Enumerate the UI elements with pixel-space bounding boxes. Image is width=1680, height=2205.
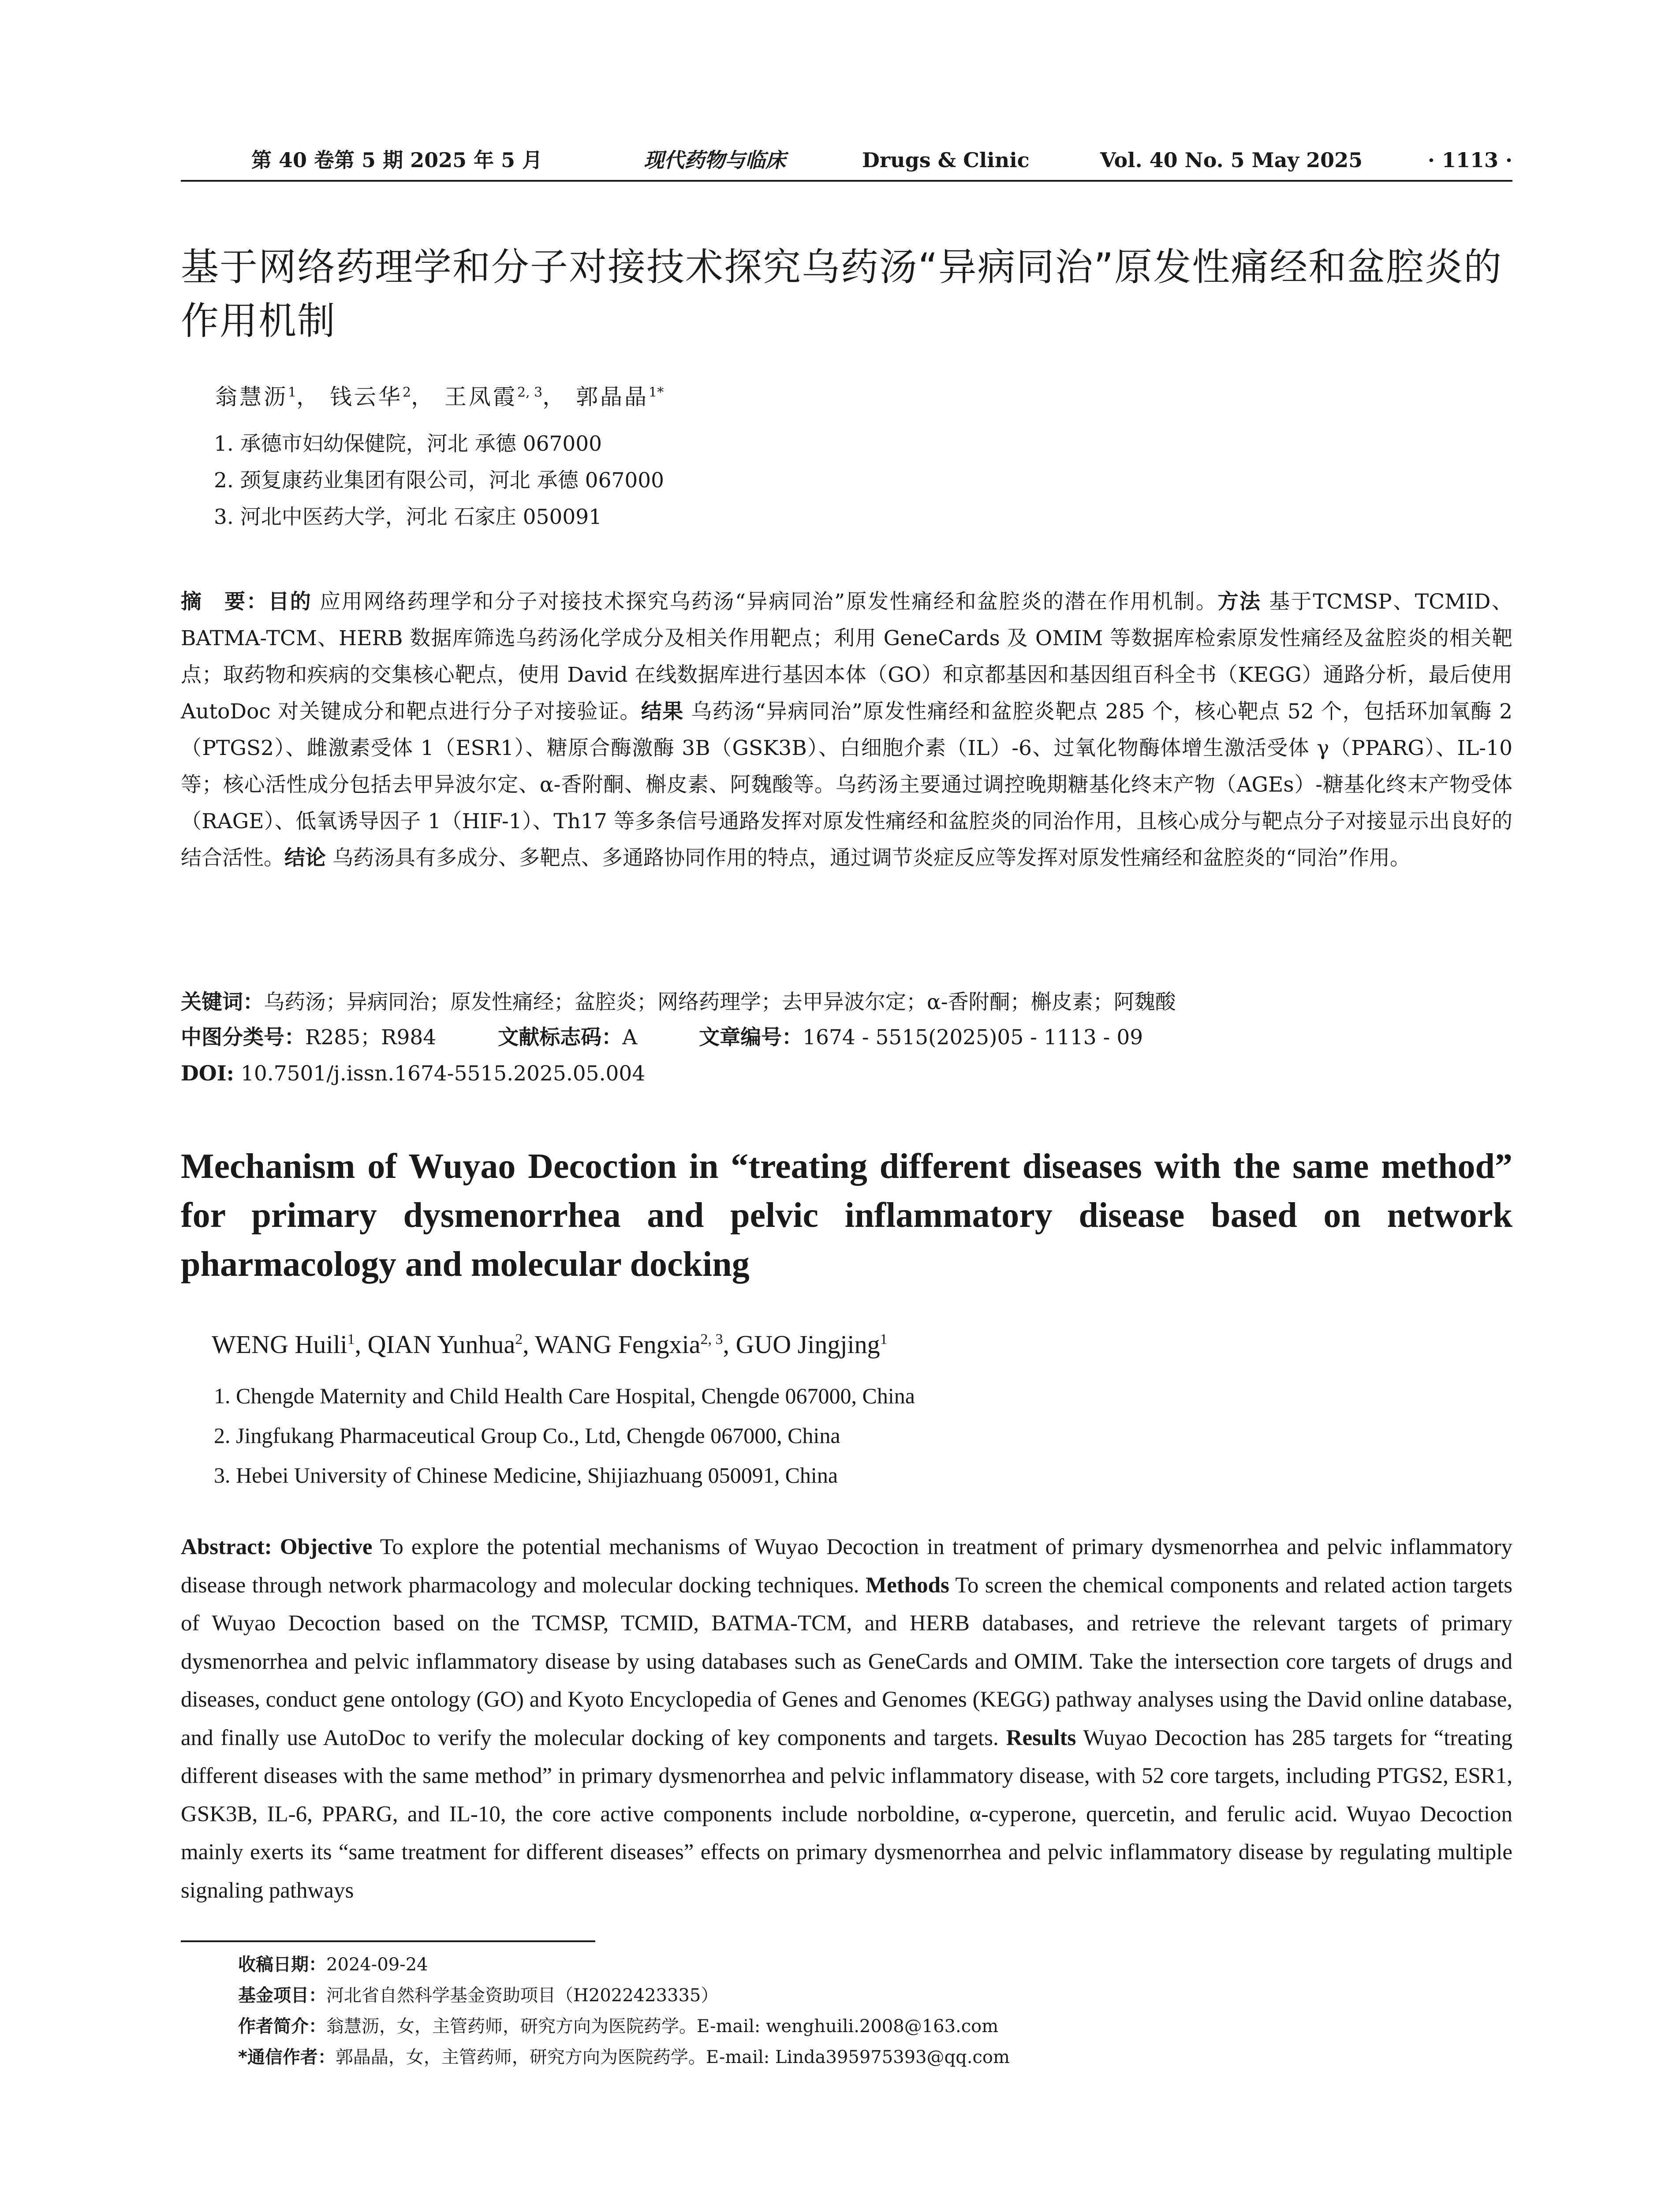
affiliation-en: 1. Chengde Maternity and Child Health Care Hospital, Chengde 067000, China [214, 1383, 915, 1408]
affiliation-en: 2. Jingfukang Pharmaceutical Group Co., Ltd, Chengde 067000, China [214, 1423, 840, 1448]
article-number-value: 1674 - 5515(2025)05 - 1113 - 09 [803, 1025, 1143, 1050]
doc-code-label: 文献标志码： [498, 1025, 623, 1050]
footnotes [238, 1949, 1010, 2073]
author-cn: 郭晶晶 [576, 384, 649, 410]
objective-label-en: Objective [280, 1535, 373, 1559]
methods-text-en: To screen the chemical components and related action targets of Wuyao Decoction based on the TCMSP, TCMID, BATMA-TCM, and HERB databases, and retrieve the relevant targets of primary dysmenorrhea and pelvic inflammatory disease by using databases such as GeneCards and OMIM. Take the intersection core targets of drugs and diseases, conduct gene ontology (GO) and Kyoto Encyclopedia of Genes and Genomes (KEGG) pathway analyses using the David online database, and finally use AutoDoc to verify the molecular docking of key components and targets. [181, 1573, 1512, 1750]
conclusion-text-cn: 乌药汤具有多成分、多靶点、多通路协同作用的特点，通过调节炎症反应等发挥对原发性痛经和盆腔炎的“同治”作用。 [332, 846, 1411, 870]
keywords-cn [181, 987, 1512, 1018]
author-affiliation-mark: 1 [880, 1331, 888, 1348]
author-en: WENG Huili [212, 1330, 347, 1359]
author-en: WANG Fengxia [535, 1330, 701, 1359]
author-separator: ， [296, 384, 321, 410]
methods-text-cn: 基于TCMSP、TCMID、BATMA-TCM、HERB 数据库筛选乌药汤化学成分及相关作用靶点；利用 GeneCards 及 OMIM 等数据库检索原发性痛经及盆腔炎的相关靶点；取药物和疾病的交集核心靶点，使用 David 在线数据库进行基因本体（GO）和京都基因和基因组百科全书（KEGG）通路分析，最后使用 AutoDoc 对关键成分和靶点进行分子对接验证。 [181, 590, 1513, 724]
title-cn: 基于网络药理学和分子对接技术探究乌药汤“异病同治”原发性痛经和盆腔炎的作用机制 [181, 245, 1503, 343]
keywords-label: 关键词： [181, 990, 264, 1014]
abstract-cn [181, 583, 1512, 876]
affiliations-cn [214, 426, 664, 535]
author-separator: , [723, 1330, 736, 1359]
article-number-label: 文章编号： [699, 1025, 803, 1050]
author-affiliation-mark: 1 [288, 385, 297, 400]
affiliation-cn: 2. 颈复康药业集团有限公司，河北 承德 067000 [214, 468, 665, 493]
affiliation-cn: 3. 河北中医药大学，河北 石家庄 050091 [214, 505, 602, 529]
results-label-en: Results [1006, 1725, 1076, 1750]
objective-label-cn: 目的 [268, 590, 312, 614]
conclusion-label-cn: 结论 [284, 846, 326, 870]
affiliations-en [214, 1376, 915, 1495]
results-text-cn: 乌药汤“异病同治”原发性痛经和盆腔炎靶点 285 个，核心靶点 52 个，包括环加氧酶 2（PTGS2）、雌激素受体 1（ESR1）、糖原合酶激酶 3B（GSK3B）、白细胞介素（IL）-6、过氧化物酶体增生激活受体 γ（PPARG）、IL-10 等；核心活性成分包括去甲异波尔定、α-香附酮、槲皮素、阿魏酸等。乌药汤主要通过调控晚期糖基化终末产物（AGEs）-糖基化终末产物受体（RAGE）、低氧诱导因子 1（HIF-1）、Th17 等多条信号通路发挥对原发性痛经和盆腔炎的同治作用，且核心成分与靶点分子对接显示出良好的结合活性。 [181, 699, 1513, 870]
doi-value[interactable]: 10.7501/j.issn.1674-5515.2025.05.004 [241, 1061, 646, 1086]
author-cn: 钱云华 [330, 384, 403, 410]
results-text-en: Wuyao Decoction has 285 targets for “treating different diseases with the same method” in primary dysmenorrhea and pelvic inflammatory disease, with 52 core targets, including PTGS2, ESR1, GSK3B, IL-6, PPARG, and IL-10, the core active components include norboldine, α-cyperone, quercetin, and ferulic acid. Wuyao Decoction mainly exerts its “same treatment for different diseases” effects on primary dysmenorrhea and pelvic inflammatory disease by regulating multiple signaling pathways [181, 1725, 1512, 1903]
footnote-author-bio [238, 2011, 1010, 2042]
doi-line [181, 1058, 645, 1089]
clc-label: 中图分类号： [181, 1025, 305, 1050]
footnote-label: *通信作者： [238, 2047, 336, 2067]
authors-cn [215, 379, 664, 411]
objective-text-cn: 应用网络药理学和分子对接技术探究乌药汤“异病同治”原发性痛经和盆腔炎的潜在作用机制。 [320, 590, 1218, 614]
author-en: GUO Jingjing [735, 1330, 880, 1359]
abstract-en [181, 1528, 1512, 1910]
author-cn: 翁慧沥 [215, 384, 288, 410]
abstract-cn-label: 摘 要： [181, 590, 269, 614]
classification-line [181, 1022, 1512, 1053]
author-cn: 王凤霞 [444, 384, 517, 410]
affiliation-en: 3. Hebei University of Chinese Medicine, Shijiazhuang 050091, China [214, 1463, 838, 1487]
authors-en [212, 1330, 888, 1359]
footnote-received [238, 1949, 1010, 1980]
header-journal-cn: 现代药物与临床 [644, 148, 786, 172]
footnote-corresponding [238, 2042, 1010, 2073]
results-label-cn: 结果 [641, 699, 684, 724]
affiliation-cn: 1. 承德市妇幼保健院，河北 承德 067000 [214, 432, 602, 456]
footnote-text: 郭晶晶，女，主管药师，研究方向为医院药学。E-mail: Linda395975393@qq.com [335, 2047, 1010, 2067]
methods-label-en: Methods [865, 1573, 949, 1598]
author-affiliation-mark: 2 [515, 1331, 523, 1348]
author-affiliation-mark: 2, 3 [517, 385, 543, 400]
header-page-number: · 1113 · [1427, 148, 1512, 172]
header-issue-en: Vol. 40 No. 5 May 2025 [1100, 148, 1363, 172]
author-separator: , [523, 1330, 535, 1359]
footnote-divider [181, 1940, 595, 1942]
author-affiliation-mark: 2, 3 [700, 1331, 723, 1348]
footnote-funding [238, 1980, 1010, 2011]
objective-text-en: To explore the potential mechanisms of Wuyao Decoction in treatment of primary dysmenorrhea and pelvic inflammatory disease through network pharmacology and molecular docking techniques. [181, 1535, 1513, 1598]
author-affiliation-mark: 2 [403, 385, 411, 400]
footnote-label: 收稿日期： [238, 1955, 326, 1975]
clc-value: R285；R984 [305, 1025, 437, 1050]
footnote-label: 基金项目： [238, 1985, 326, 2006]
footnote-text: 翁慧沥，女，主管药师，研究方向为医院药学。E-mail: wenghuili.2008@163.com [326, 2016, 999, 2037]
author-separator: ， [411, 384, 436, 410]
footnote-label: 作者简介： [238, 2016, 326, 2037]
author-en: QIAN Yunhua [367, 1330, 515, 1359]
header-issue-cn: 第 40 卷第 5 期 2025 年 5 月 [251, 148, 543, 172]
header-journal-en: Drugs & Clinic [862, 148, 1030, 172]
footnote-text: 2024-09-24 [326, 1955, 428, 1975]
doc-code-value: A [622, 1025, 638, 1050]
title-en: Mechanism of Wuyao Decoction in “treating different diseases with the same method” for primary dysmenorrhea and pelvic inflammatory disease based on network pharmacology and molecular docking [181, 1147, 1512, 1284]
author-separator: ， [542, 384, 567, 410]
footnote-text: 河北省自然科学基金资助项目（H2022423335） [326, 1985, 719, 2006]
abstract-en-label: Abstract: [181, 1535, 272, 1559]
running-header [181, 140, 1512, 182]
keywords-text: 乌药汤；异病同治；原发性痛经；盆腔炎；网络药理学；去甲异波尔定；α-香附酮；槲皮素；阿魏酸 [264, 990, 1176, 1014]
doi-label: DOI: [181, 1061, 235, 1086]
author-affiliation-mark: 1* [649, 385, 664, 400]
author-affiliation-mark: 1 [347, 1331, 355, 1348]
methods-label-cn: 方法 [1217, 590, 1262, 614]
author-separator: , [355, 1330, 368, 1359]
